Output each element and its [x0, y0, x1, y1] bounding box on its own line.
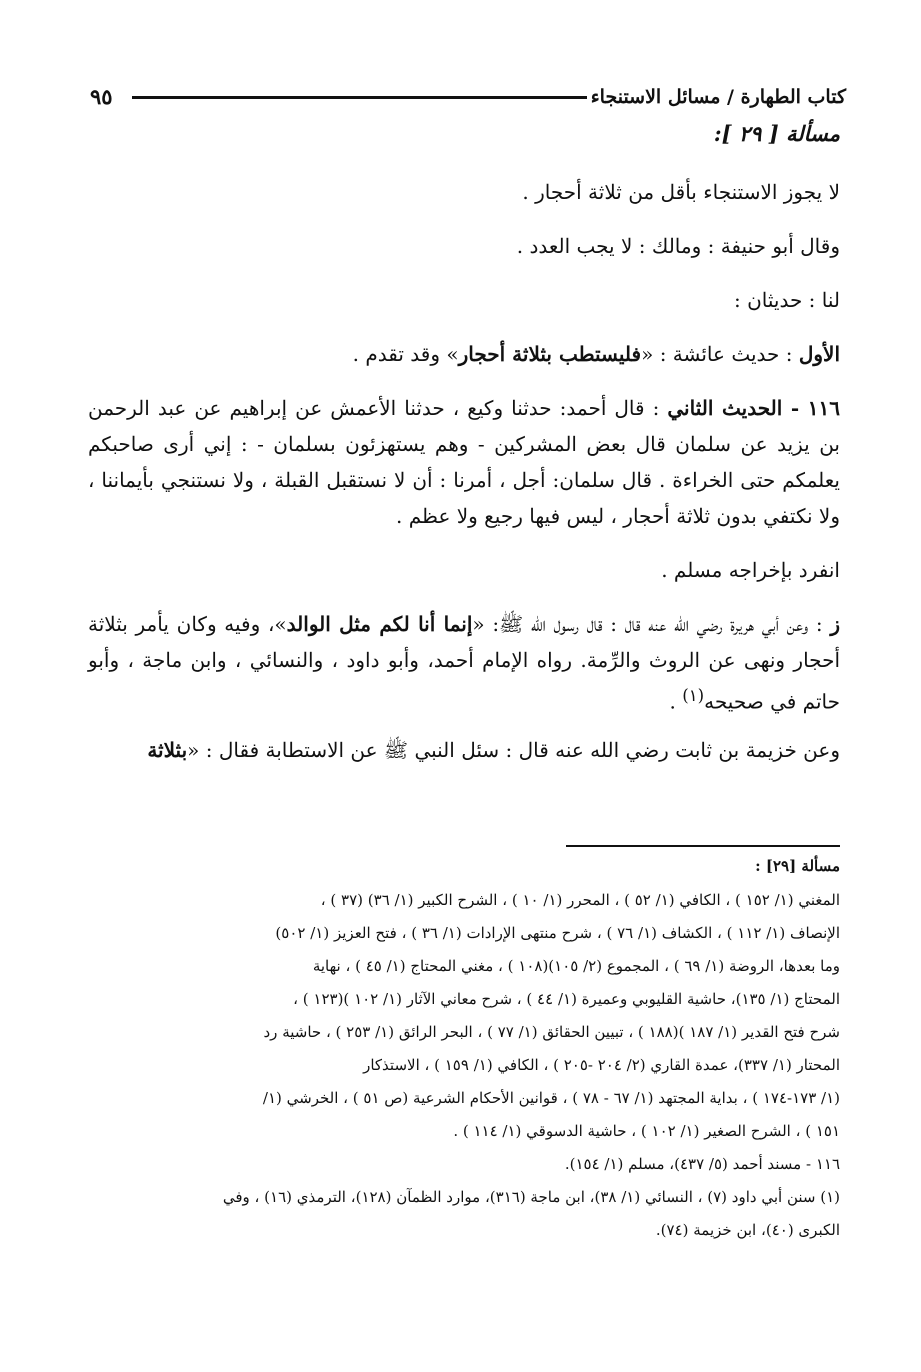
footnote-line: المحتاج (١/ ١٣٥)، حاشية القليوبي وعميرة (١/ ٤٤ ) ، شرح معاني الآثار (١/ ١٠٢ )(١٢٣ ) ، — [293, 990, 840, 1008]
footnote-line: المغني (١/ ١٥٢ ) ، الكافي (١/ ٥٢ ) ، المحرر (١/ ١٠ ) ، الشرح الكبير (١/ ٣٦) (٣٧ ) ، — [320, 891, 840, 909]
footnote-ref-1: (١) — [682, 686, 705, 705]
paragraph-muslim-note: انفرد بإخراجه مسلم . — [661, 558, 840, 582]
main-text — [88, 118, 840, 786]
paragraph-opposing-view: وقال أبو حنيفة : ومالك : لا يجب العدد . — [516, 234, 840, 258]
paragraph-first-hadith — [88, 336, 840, 372]
abu-hurayra-quote: إنما أنا لكم مثل الوالد — [286, 612, 473, 636]
paragraph-evidence-intro: لنا : حديثان : — [733, 288, 840, 312]
abu-hurayra-end: . — [669, 689, 683, 714]
footnotes — [88, 852, 840, 1247]
masala-heading: مسألة [ ٢٩ ]: — [713, 121, 840, 146]
footnote-line: الكبرى (٤٠)، ابن خزيمة (٧٤). — [655, 1221, 840, 1239]
hadith-116-text: : قال أحمد: حدثنا وكيع ، حدثنا الأعمش عن إبراهيم عن عبد الرحمن بن يزيد عن سلمان قال بعض المشركين - وهم يستهزئون بسلمان - : إني أرى صاحبكم يعلمكم حتى الخراءة . قال سلمان: أجل ، أمرنا : أن لا نستقبل القبلة ، ولا نستنجي بأيماننا ، ولا نكتفي بدون ثلاثة أحجار ، ليس فيها رجيع ولا عظم . — [88, 396, 840, 528]
first-hadith-text-end: » وقد تقدم . — [352, 342, 459, 366]
first-hadith-quote: فليستطب بثلاثة أحجار — [458, 342, 642, 366]
zawaid-marker: ز — [830, 612, 840, 636]
first-hadith-text-start: : حديث عائشة : « — [641, 342, 793, 366]
footnote-line: المحتار (١/ ٣٣٧)، عمدة القاري (٢/ ٢٠٤ -٢٠٥ ) ، الكافي (١/ ١٥٩ ) ، الاستذكار — [363, 1056, 840, 1074]
page-number: ٩٥ — [90, 84, 113, 109]
footnote-line: شرح فتح القدير (١/ ١٨٧ )(١٨٨ ) ، تبيين الحقائق (١/ ٧٧ ) ، البحر الرائق (١/ ٢٥٣ ) ، حاشية رد — [263, 1023, 840, 1041]
footnote-line: الإنصاف (١/ ١١٢ ) ، الكشاف (١/ ٧٦ ) ، شرح منتهى الإرادات (١/ ٣٦ ) ، فتح العزيز (١/ ٥٠٢) — [275, 924, 840, 942]
paragraph-ruling: لا يجوز الاستنجاء بأقل من ثلاثة أحجار . — [522, 180, 840, 204]
first-hadith-label: الأول — [798, 342, 840, 366]
footnote-line: ١٥١ ) ، الشرح الصغير (١/ ١٠٢ ) ، حاشية الدسوقي (١/ ١١٤ ) . — [453, 1122, 840, 1140]
footnote-line: ١١٦ - مسند أحمد (٥/ ٤٣٧)، مسلم (١/ ١٥٤). — [564, 1155, 840, 1173]
paragraph-hadith-116 — [88, 390, 840, 534]
running-title: كتاب الطهارة / مسائل الاستنجاء — [590, 86, 846, 108]
paragraph-abu-hurayra — [88, 606, 840, 720]
footnote-line: (١/ ١٧٣-١٧٤ ) ، بداية المجتهد (١/ ٦٧ - ٧٨ ) ، قوانين الأحكام الشرعية (ص ٥١ ) ، الخرشي (١/ — [262, 1089, 840, 1107]
khuzayma-text: وعن خزيمة بن ثابت رضي الله عنه قال : سئل النبي ﷺ عن الاستطابة فقال : « — [187, 737, 840, 762]
running-header — [90, 82, 846, 112]
footnote-line: وما بعدها، الروضة (١/ ٦٩ ) ، المجموع (٢/ ١٠٥)(١٠٨ ) ، مغني المحتاج (١/ ٤٥ ) ، نهاية — [312, 957, 840, 975]
footnote-line: (١) سنن أبي داود (٧) ، النسائي (١/ ٣٨)، ابن ماجة (٣١٦)، موارد الظمآن (١٢٨)، الترمذي (١٦) ، وفي — [222, 1188, 840, 1206]
khuzayma-quote: بثلاثة — [147, 737, 188, 762]
hadith-116-label: ١١٦ - الحديث الثاني — [667, 396, 841, 420]
header-rule — [132, 96, 587, 99]
abu-hurayra-text-end: »، وفيه وكان يأمر بثلاثة أحجار ونهى عن الروث والرِّمة. رواه الإمام أحمد، وأبو داود ، والنسائي ، وابن ماجة ، وأبو حاتم في صحيحه — [88, 612, 840, 714]
footnote-heading: مسألة [٢٩] : — [755, 857, 840, 875]
paragraph-khuzayma — [88, 732, 840, 768]
footnote-separator — [566, 845, 840, 847]
abu-hurayra-text-start: : وعن أبي هريرة رضي الله عنه قال : قال رسول الله ﷺ: « — [472, 612, 823, 636]
